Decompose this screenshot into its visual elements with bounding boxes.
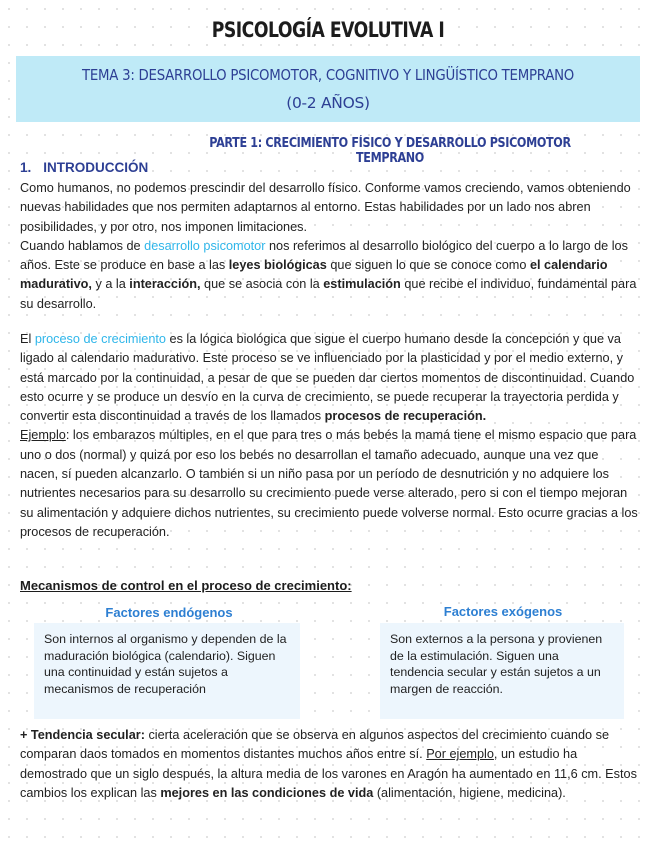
part-title: PARTE 1: CRECIMIENTO FÍSICO Y DESARROLLO PSICOMOTOR TEMPRANO — [209, 136, 571, 166]
example-text: : los embarazos múltiples, en el que para tres o más bebés la mamá tiene el mismo espacio que para uno o dos (normal) y quizá por eso los bebés no desarrollan el tamaño adecuado, aunque una vez que nacen, sí pueden alcanzarlo. O también si un niño pasa por un período de desnutrición y no adquiere los nutrientes necesarios para su desarrollo su crecimiento puede verse alterado, pero si con el tiempo mejoran su alimentación y adquiere dichos nutrientes, su crecimiento puede volverse normal. Esto ocurre gracias a los procesos de recuperación. — [20, 428, 638, 539]
section-heading — [20, 160, 148, 175]
intro-paragraph-2: Cuando hablamos de desarrollo psicomotor nos referimos al desarrollo biológico del cuerpo a lo largo de los años. Este se produce en base a las leyes biológicas que siguen lo que se conoce como el calendario madurativo, y a la interacción, que se asocia con la estimulación que recibe el individuo, fundamental para su desarrollo. — [20, 238, 637, 311]
endogenous-text: Son internos al organismo y dependen de la maduración biológica (calendario). Siguen una continuidad y están sujetos a mecanismos de recuperación — [44, 632, 287, 696]
term-proceso-crecimiento: proceso de crecimiento — [34, 332, 166, 346]
term-mejores-condiciones: mejores en las condiciones de vida — [160, 785, 374, 800]
secular-trend-text: + Tendencia secular: cierta aceleración que se observa en algunos aspectos del crecimiento cuando se comparan daos tomados en momentos distantes muchos años entre sí. Por ejemplo, un estudio ha demostrado que un siglo después, la altura media de los varones en Aragón ha aumentado en 11,6 cm. Estos cambios los explican las mejores en las condiciones de vida (alimentación, higiene, medicina). — [20, 728, 637, 800]
exogenous-title: Factores exógenos — [443, 604, 563, 619]
topic-title: TEMA 3: DESARROLLO PSICOMOTOR, COGNITIVO Y LINGÜÍSTICO TEMPRANO — [81, 66, 575, 84]
secular-trend-label: + Tendencia secular: — [20, 728, 145, 742]
endogenous-box — [34, 623, 300, 719]
term-calendario-madurativo: el calendario madurativo, — [20, 258, 608, 292]
term-desarrollo-psicomotor: desarrollo psicomotor — [144, 238, 266, 253]
topic-age-range: (0-2 AÑOS) — [286, 94, 370, 112]
intro-paragraph-1: Como humanos, no podemos prescindir del desarrollo físico. Conforme vamos creciendo, vamos obteniendo nuevas habilidades que nos permiten adaptarnos al entorno. Estas habilidades por un lado nos abren posibilidades, y por otro, nos imponen limitaciones. — [20, 181, 631, 234]
topic-banner — [16, 56, 640, 122]
growth-process-text: El proceso de crecimiento es la lógica biológica que sigue el cuerpo humano desde la concepción y que va ligado al calendario madurativo. Este proceso se ve influenciado por la plasticidad y por el medio externo, y está marcado por la continuidad, a pesar de que se pueden dar ciertos momentos de discontinuidad. Cuando esto ocurre y se produce un desvío en la curva de crecimiento, se puede recuperar la trayectoria perdida y convertir esta discontinuidad a través de los llamados procesos de recuperación. — [20, 332, 635, 424]
secular-paragraph — [20, 726, 638, 803]
endogenous-title: Factores endógenos — [105, 605, 233, 620]
section-title: INTRODUCCIÓN — [43, 160, 149, 175]
section-number: 1. — [20, 160, 32, 175]
example-paragraph — [20, 426, 638, 542]
exogenous-text: Son externos a la persona y provienen de la estimulación. Siguen una tendencia secular y están sujetos a un margen de reacción. — [390, 632, 603, 696]
term-leyes-biologicas: leyes biológicas — [228, 258, 327, 273]
document-title: PSICOLOGÍA EVOLUTIVA I — [211, 18, 445, 42]
intro-paragraphs — [20, 179, 638, 314]
term-estimulacion: estimulación — [323, 277, 401, 292]
growth-paragraph — [20, 330, 638, 542]
mechanisms-heading: Mecanismos de control en el proceso de crecimiento: — [20, 578, 352, 593]
term-procesos-recuperacion: procesos de recuperación. — [324, 409, 487, 424]
term-interaccion: interacción, — [129, 277, 201, 292]
example-label: Ejemplo — [20, 428, 66, 443]
exogenous-box — [380, 623, 624, 719]
secular-example-label: Por ejemplo — [426, 747, 494, 762]
